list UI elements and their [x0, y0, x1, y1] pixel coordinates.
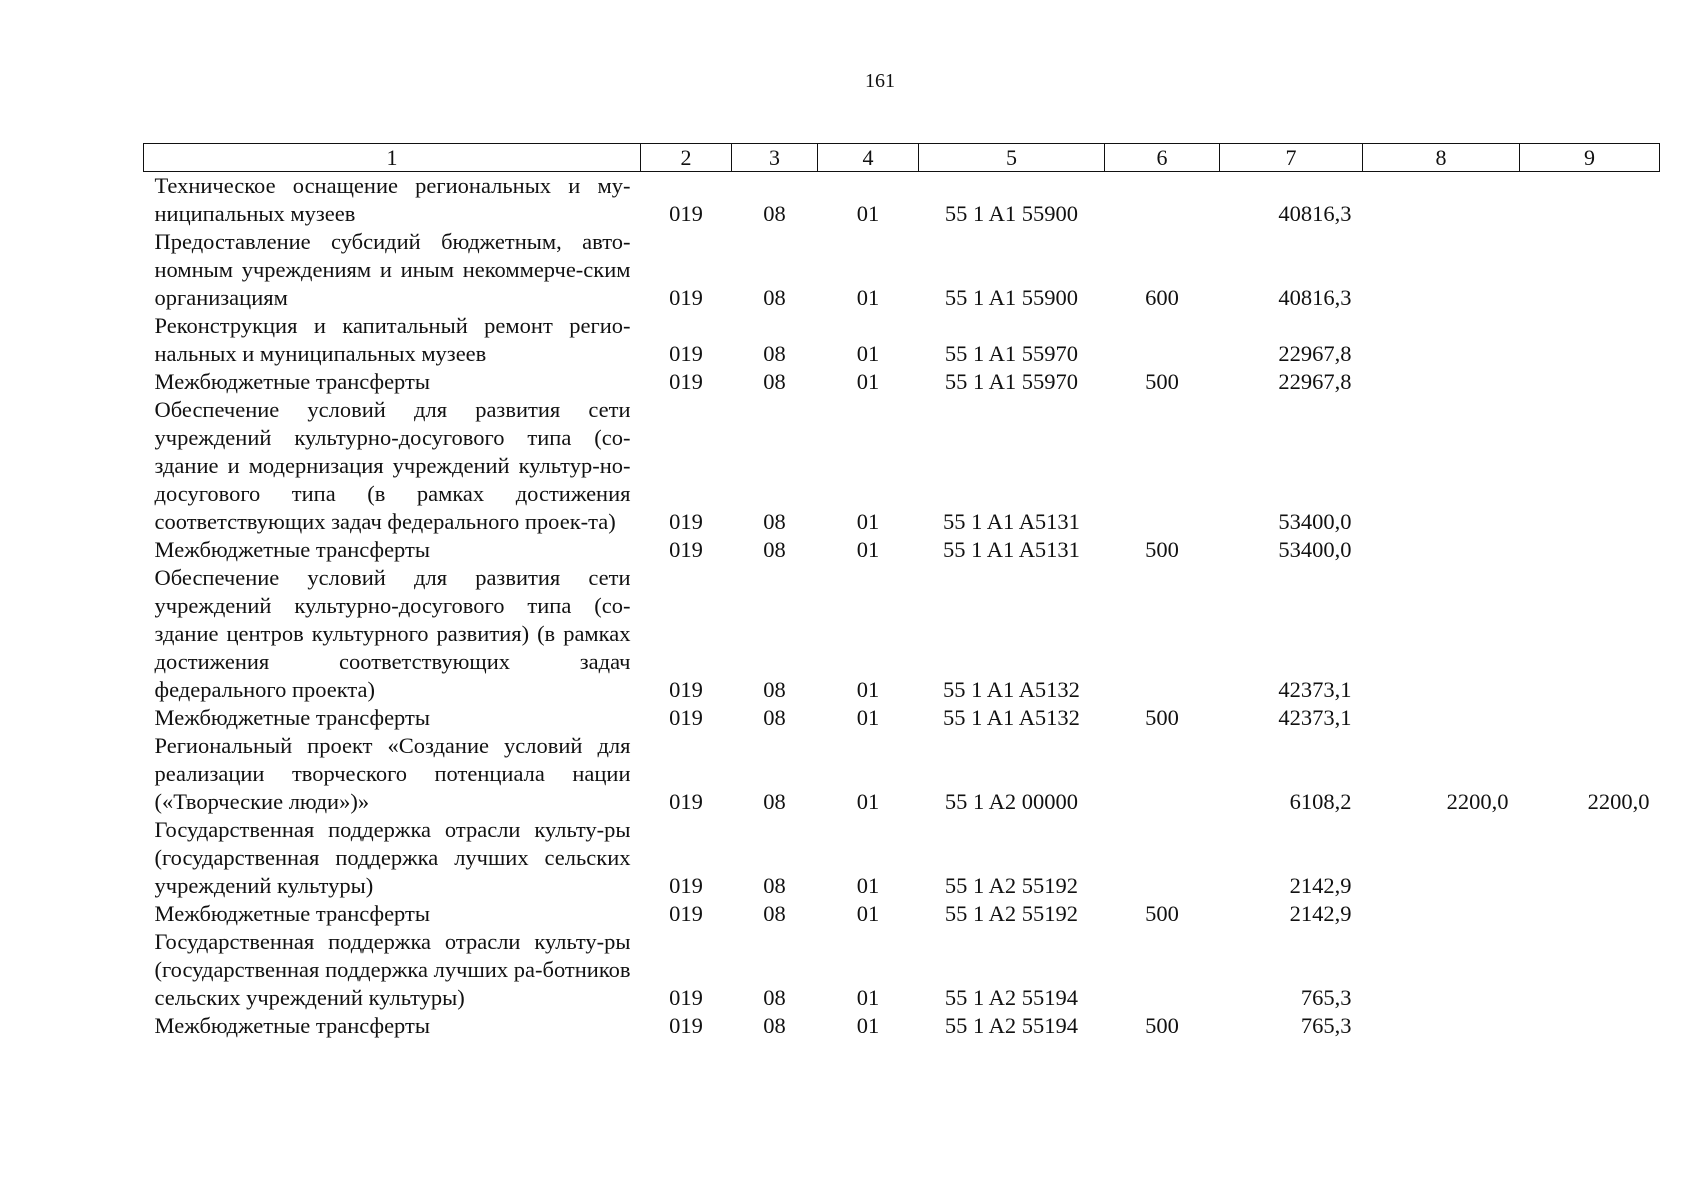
row-code-col6: 500	[1145, 901, 1179, 926]
row-code-col2: 019	[669, 341, 703, 366]
row-amount-col8: 2200,0	[1446, 789, 1509, 814]
row-description: Межбюджетные трансферты	[154, 705, 430, 730]
table-row	[144, 564, 1660, 704]
header-cell-7: 7	[1220, 144, 1363, 172]
table-row	[144, 368, 1660, 396]
row-amount-col7: 2142,9	[1289, 901, 1352, 926]
table-row	[144, 928, 1660, 1012]
row-amount-col8	[1363, 536, 1520, 564]
row-amount-col7: 42373,1	[1278, 677, 1352, 702]
table-row	[144, 816, 1660, 900]
table-row	[144, 536, 1660, 564]
row-amount-col8	[1363, 1012, 1520, 1040]
row-amount-col9	[1520, 368, 1660, 396]
row-amount-col9	[1520, 1012, 1660, 1040]
row-code-col4: 01	[856, 201, 880, 226]
table-row	[144, 228, 1660, 312]
row-amount-col7: 22967,8	[1278, 341, 1352, 366]
row-description: Государственная поддержка отрасли культу-ры (государственная поддержка лучших сельских учреждений культуры)	[154, 817, 631, 898]
row-code-col2: 019	[669, 677, 703, 702]
row-code-col5: 55 1 A1 55970	[944, 369, 1079, 394]
row-amount-col9	[1520, 312, 1660, 368]
row-code-col6: 500	[1145, 537, 1179, 562]
row-amount-col9: 2200,0	[1587, 789, 1650, 814]
row-code-col6	[1105, 312, 1220, 368]
row-code-col5: 55 1 A2 00000	[944, 789, 1079, 814]
row-amount-col8	[1363, 368, 1520, 396]
row-amount-col7: 6108,2	[1289, 789, 1352, 814]
row-description: Региональный проект «Создание условий для реализации творческого потенциала нации («Творческие люди»)»	[154, 733, 631, 814]
header-cell-3: 3	[732, 144, 818, 172]
row-code-col2: 019	[669, 1013, 703, 1038]
row-amount-col8	[1363, 396, 1520, 536]
row-code-col6: 600	[1145, 285, 1179, 310]
row-code-col3: 08	[763, 285, 786, 310]
row-code-col2: 019	[669, 369, 703, 394]
row-code-col6	[1105, 564, 1220, 704]
row-code-col5: 55 1 A2 55192	[944, 873, 1079, 898]
row-code-col4: 01	[856, 901, 880, 926]
row-code-col6	[1105, 396, 1220, 536]
row-amount-col8	[1363, 228, 1520, 312]
row-code-col6	[1105, 816, 1220, 900]
row-code-col3: 08	[763, 985, 786, 1010]
row-code-col6	[1105, 172, 1220, 229]
table-row	[144, 900, 1660, 928]
row-code-col4: 01	[856, 1013, 880, 1038]
row-code-col5: 55 1 A1 55900	[944, 285, 1079, 310]
row-code-col4: 01	[856, 789, 880, 814]
table-row	[144, 172, 1660, 229]
row-amount-col7: 2142,9	[1289, 873, 1352, 898]
row-description: Межбюджетные трансферты	[154, 537, 430, 562]
table-row	[144, 312, 1660, 368]
row-code-col3: 08	[763, 369, 786, 394]
row-code-col3: 08	[763, 789, 786, 814]
row-amount-col9	[1520, 816, 1660, 900]
header-cell-2: 2	[641, 144, 732, 172]
table-row	[144, 1012, 1660, 1040]
row-description: Межбюджетные трансферты	[154, 1013, 430, 1038]
row-amount-col7: 53400,0	[1278, 509, 1352, 534]
row-amount-col7: 53400,0	[1278, 537, 1352, 562]
header-cell-9: 9	[1520, 144, 1660, 172]
row-description: Реконструкция и капитальный ремонт регио-нальных и муниципальных музеев	[154, 313, 631, 366]
header-cell-5: 5	[919, 144, 1105, 172]
row-code-col5: 55 1 A1 A5131	[943, 509, 1080, 534]
row-amount-col9	[1520, 396, 1660, 536]
row-code-col2: 019	[669, 705, 703, 730]
table-header	[144, 144, 1660, 172]
row-description: Предоставление субсидий бюджетным, авто-номным учреждениям и иным некоммерче-ским организациям	[154, 229, 631, 310]
row-amount-col9	[1520, 564, 1660, 704]
row-amount-col9	[1520, 172, 1660, 229]
row-amount-col8	[1363, 900, 1520, 928]
row-code-col4: 01	[856, 537, 880, 562]
row-code-col3: 08	[763, 705, 786, 730]
row-code-col5: 55 1 A1 55900	[944, 201, 1079, 226]
row-code-col3: 08	[763, 901, 786, 926]
row-code-col5: 55 1 A1 A5132	[943, 705, 1080, 730]
row-code-col3: 08	[763, 537, 786, 562]
row-code-col2: 019	[669, 873, 703, 898]
row-code-col4: 01	[856, 873, 880, 898]
row-code-col6	[1105, 732, 1220, 816]
header-cell-8: 8	[1363, 144, 1520, 172]
row-code-col2: 019	[669, 537, 703, 562]
row-description: Техническое оснащение региональных и му-ниципальных музеев	[154, 173, 631, 226]
row-amount-col8	[1363, 704, 1520, 732]
row-code-col4: 01	[856, 341, 880, 366]
row-amount-col7: 22967,8	[1278, 369, 1352, 394]
row-code-col5: 55 1 A2 55192	[944, 901, 1079, 926]
row-code-col4: 01	[856, 985, 880, 1010]
row-code-col5: 55 1 A1 A5132	[943, 677, 1080, 702]
row-amount-col8	[1363, 564, 1520, 704]
row-amount-col8	[1363, 312, 1520, 368]
table-row	[144, 704, 1660, 732]
table-row	[144, 732, 1660, 816]
header-cell-6: 6	[1105, 144, 1220, 172]
row-code-col5: 55 1 A2 55194	[944, 1013, 1079, 1038]
row-code-col3: 08	[763, 873, 786, 898]
row-amount-col9	[1520, 900, 1660, 928]
row-code-col2: 019	[669, 789, 703, 814]
row-code-col4: 01	[856, 677, 880, 702]
row-code-col3: 08	[763, 509, 786, 534]
row-code-col6: 500	[1145, 369, 1179, 394]
row-code-col5: 55 1 A2 55194	[944, 985, 1079, 1010]
row-code-col4: 01	[856, 369, 880, 394]
row-code-col3: 08	[763, 341, 786, 366]
budget-table	[143, 143, 1660, 1040]
row-amount-col7: 765,3	[1300, 985, 1352, 1010]
row-amount-col7: 42373,1	[1278, 705, 1352, 730]
header-row	[144, 144, 1660, 172]
row-code-col4: 01	[856, 285, 880, 310]
row-code-col5: 55 1 A1 A5131	[943, 537, 1080, 562]
row-description: Обеспечение условий для развития сети учреждений культурно-досугового типа (со-здание центров культурного развития) (в рамках достижения соответствующих задач федерального проекта)	[154, 565, 631, 702]
header-cell-4: 4	[818, 144, 919, 172]
row-code-col6: 500	[1145, 1013, 1179, 1038]
row-code-col4: 01	[856, 509, 880, 534]
row-code-col2: 019	[669, 901, 703, 926]
row-description: Обеспечение условий для развития сети учреждений культурно-досугового типа (со-здание и модернизация учреждений культур-но-досугового типа (в рамках достижения соответствующих задач федерального проек-та)	[154, 397, 631, 534]
row-amount-col7: 40816,3	[1278, 285, 1352, 310]
header-cell-1: 1	[144, 144, 641, 172]
row-amount-col9	[1520, 928, 1660, 1012]
row-amount-col9	[1520, 704, 1660, 732]
row-amount-col7: 765,3	[1300, 1013, 1352, 1038]
row-amount-col7: 40816,3	[1278, 201, 1352, 226]
row-amount-col8	[1363, 928, 1520, 1012]
row-amount-col8	[1363, 816, 1520, 900]
row-amount-col8	[1363, 172, 1520, 229]
row-code-col6: 500	[1145, 705, 1179, 730]
page-number: 161	[865, 70, 895, 92]
table-body	[144, 172, 1660, 1041]
row-code-col3: 08	[763, 1013, 786, 1038]
row-description: Государственная поддержка отрасли культу-ры (государственная поддержка лучших ра-ботников сельских учреждений культуры)	[154, 929, 631, 1010]
row-code-col2: 019	[669, 201, 703, 226]
row-code-col2: 019	[669, 509, 703, 534]
row-code-col5: 55 1 A1 55970	[944, 341, 1079, 366]
row-code-col4: 01	[856, 705, 880, 730]
row-code-col2: 019	[669, 985, 703, 1010]
row-amount-col9	[1520, 536, 1660, 564]
row-description: Межбюджетные трансферты	[154, 369, 430, 394]
table-row	[144, 396, 1660, 536]
row-code-col2: 019	[669, 285, 703, 310]
row-code-col3: 08	[763, 201, 786, 226]
row-code-col6	[1105, 928, 1220, 1012]
row-amount-col9	[1520, 228, 1660, 312]
row-code-col3: 08	[763, 677, 786, 702]
row-description: Межбюджетные трансферты	[154, 901, 430, 926]
